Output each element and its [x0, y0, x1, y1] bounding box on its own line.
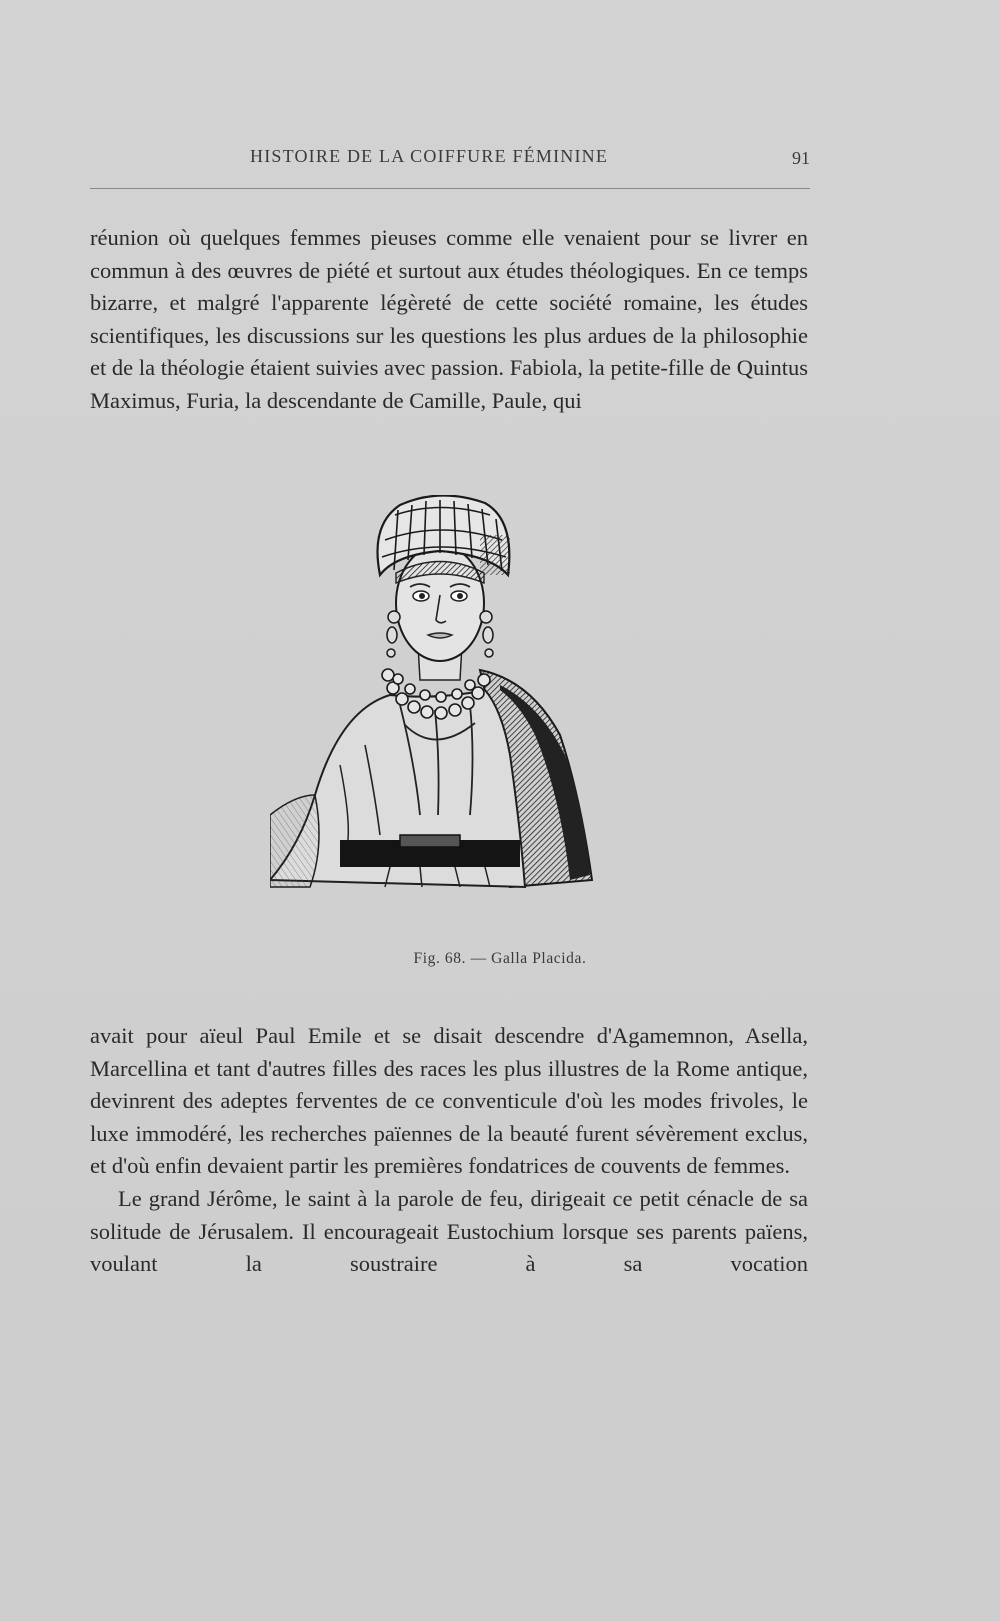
paragraph: Le grand Jérôme, le saint à la parole de feu, dirigeait ce petit cénacle de sa solitude de Jérusalem. Il encourageait Eustochium lorsque ses parents païens, voulant la soustraire à sa vocation	[90, 1185, 808, 1277]
figure-caption: Fig. 68. — Galla Placida.	[413, 950, 587, 967]
figure-illustration	[270, 495, 630, 925]
header-rule	[90, 188, 810, 189]
body-text-bottom	[90, 1020, 808, 1281]
running-head	[90, 142, 810, 182]
portrait-engraving	[270, 495, 630, 925]
paragraph: réunion où quelques femmes pieuses comme elle venaient pour se livrer en commun à des œuvres de piété et surtout aux études théologiques. En ce temps bizarre, et malgré l'apparente légèreté de cette société romaine, les études scientifiques, les discussions sur les questions les plus ardues de la philosophie et de la théologie étaient suivies avec passion. Fabiola, la petite-fille de Quintus Maximus, Furia, la descendante de Camille, Paule, qui	[90, 225, 808, 413]
page-number: 91	[792, 148, 810, 168]
running-title: HISTOIRE DE LA COIFFURE FÉMININE	[250, 146, 609, 166]
paragraph: avait pour aïeul Paul Emile et se disait descendre d'Agamemnon, Asella, Marcellina et tant d'autres filles des races les plus illustres de la Rome antique, devinrent des adeptes ferventes de ce conventicule d'où les modes frivoles, le luxe immodéré, les recherches païennes de la beauté furent sévèrement exclus, et d'où enfin devaient partir les premières fondatrices de couvents de femmes.	[90, 1023, 808, 1179]
body-text-top	[90, 222, 808, 418]
